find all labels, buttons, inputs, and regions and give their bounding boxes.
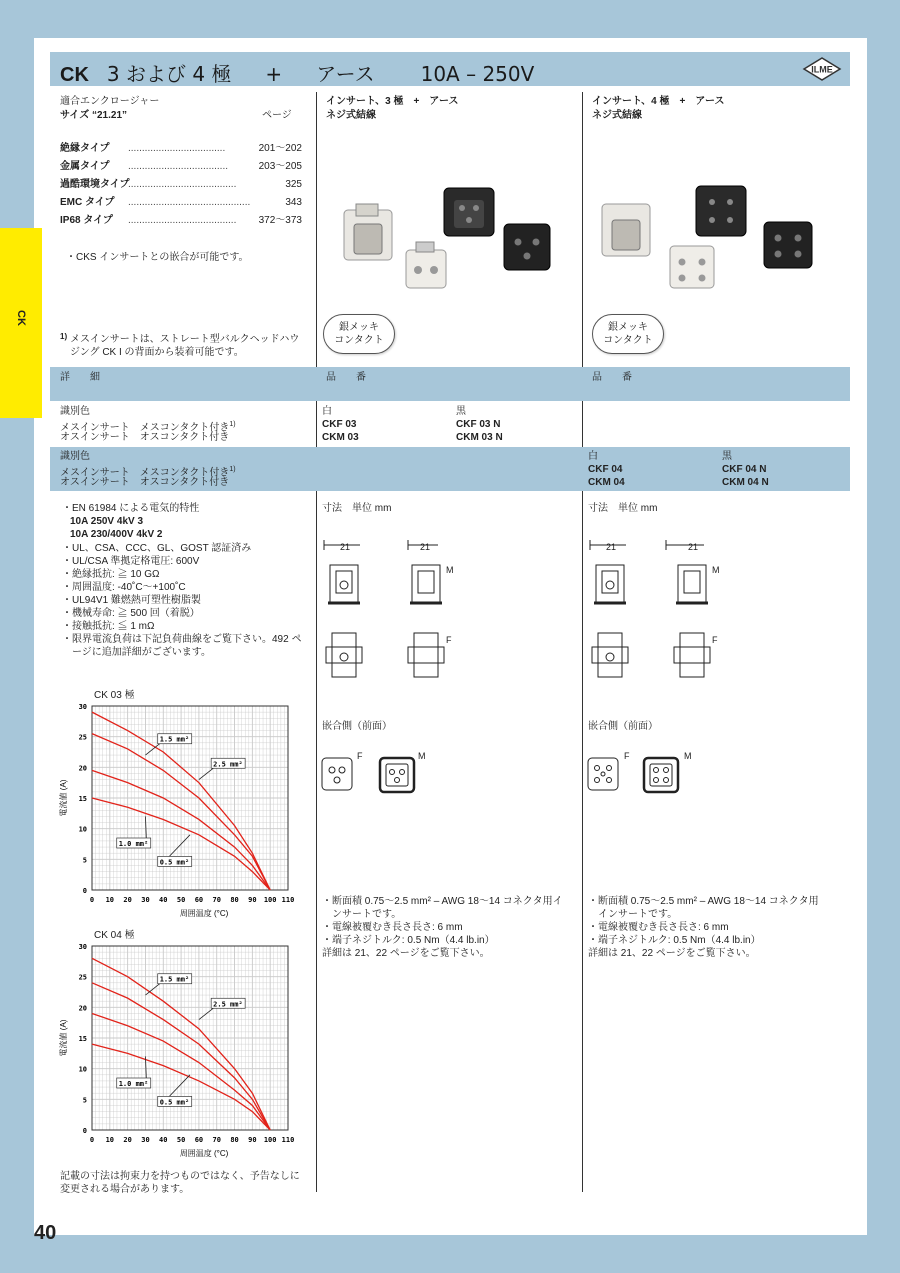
series-label: 2.5 mm² (213, 760, 243, 769)
badge-line: コンタクト (334, 335, 384, 346)
dimension-value: 21 (340, 542, 351, 552)
dimension-value: 21 (688, 542, 699, 552)
x-tick-label: 20 (123, 896, 132, 904)
black-insert-icon (444, 188, 494, 236)
column-divider (582, 92, 583, 1192)
female-marker: F (357, 751, 363, 761)
white-insert-icon (406, 242, 446, 288)
y-axis-label: 電流値 (A) (59, 1019, 68, 1057)
female-marker: F (624, 751, 630, 761)
silver-contact-badge (323, 314, 395, 354)
x-axis-label: 周囲温度 (°C) (179, 1149, 229, 1158)
enclosure-type-name: 絶縁タイプ (60, 143, 110, 154)
y-tick-label: 15 (78, 795, 87, 803)
product-image-3pole (326, 180, 566, 300)
enclosure-type-name: EMC タイプ (60, 197, 115, 208)
black-insert-icon (764, 222, 812, 268)
footnote-ref: 1) (229, 421, 236, 428)
y-tick-label: 15 (78, 1035, 87, 1043)
x-tick-label: 10 (105, 1136, 115, 1144)
black-insert-icon (696, 186, 746, 236)
page-label: ページ (262, 110, 292, 121)
part-number: CKF 03 (322, 419, 357, 430)
enclosure-type-name: 過酷環境タイプ (60, 179, 130, 190)
side-tab-label: CK (14, 310, 27, 326)
color-white: 白 (322, 406, 332, 417)
part-number-label: 品 番 (592, 372, 632, 383)
col3-subheading: ネジ式結線 (326, 110, 376, 121)
title-bar (50, 52, 850, 86)
leader-dots: ................................... (128, 143, 226, 154)
svg-text:ILME: ILME (811, 64, 833, 75)
dimension-value: 21 (606, 542, 617, 552)
leader-dots: ............................................ (128, 197, 251, 208)
note-line: ・電線被覆むき長さ長さ: 6 mm (588, 922, 729, 933)
x-tick-label: 0 (89, 896, 95, 904)
female-marker: F (712, 635, 718, 645)
rating-line: 10A 250V 4kV 3 (70, 516, 144, 527)
white-insert-icon (670, 246, 714, 288)
mating-face-3pole (320, 756, 420, 796)
x-tick-label: 110 (281, 896, 295, 904)
enclosure-type-pages: 325 (285, 179, 302, 190)
leader-dots: ....................................... (128, 179, 237, 190)
part-number: CKF 03 N (456, 419, 501, 430)
product-image-4pole (592, 180, 832, 300)
spec-item: ・UL94V1 難燃熱可塑性樹脂製 (62, 595, 201, 606)
dimension-drawing-4pole (586, 535, 716, 685)
dimension-value: 21 (420, 542, 431, 552)
male-insert-label: オスインサート オスコンタクト付き (60, 477, 230, 488)
detail-header-band (50, 367, 850, 401)
chart-title: CK 04 極 (94, 930, 135, 941)
female-insert-text: メスインサート メスコンタクト付き (60, 467, 230, 479)
disclaimer-line: 記載の寸法は拘束力を持つものではなく、予告なしに (60, 1171, 300, 1182)
x-tick-label: 10 (105, 896, 115, 904)
mating-face-4pole (586, 756, 686, 796)
title-code: CK (60, 64, 89, 86)
dimensions-label: 寸法 単位 mm (322, 503, 392, 514)
spec-item: ・機械寿命: ≧ 500 回（着脱） (62, 608, 200, 619)
silver-contact-badge (592, 314, 664, 354)
title-earth: アース (316, 62, 375, 86)
spec-item: ・UL、CSA、CCC、GL、GOST 認証済み (62, 543, 252, 554)
note-line: ・電線被覆むき長さ長さ: 6 mm (322, 922, 463, 933)
note-line: 詳細は 21、22 ページをご覧下さい。 (322, 948, 490, 959)
x-tick-label: 40 (159, 896, 168, 904)
y-tick-label: 30 (78, 943, 87, 951)
part-number-label: 品 番 (326, 372, 366, 383)
enclosure-type-pages: 343 (285, 197, 302, 208)
note-line: ンサートです。 (322, 909, 402, 920)
mating-side-label: 嵌合側（前面） (322, 721, 392, 732)
series-label: 0.5 mm² (159, 1098, 190, 1107)
x-tick-label: 30 (141, 896, 150, 904)
y-tick-label: 0 (82, 1127, 87, 1135)
detail-label: 詳 細 (60, 372, 100, 383)
x-tick-label: 70 (212, 896, 221, 904)
part-number: CKM 04 N (722, 477, 769, 488)
white-insert-icon (344, 204, 392, 260)
disclaimer-line: 変更される場合があります。 (60, 1184, 190, 1195)
x-tick-label: 100 (263, 1136, 277, 1144)
footnote-mark: 1) (60, 332, 68, 341)
spec-item: ・UL/CSA 準拠定格電圧: 600V (62, 556, 200, 567)
note-line: ・断面積 0.75～2.5 mm² – AWG 18～14 コネクタ用イ (322, 896, 563, 907)
id-color-label: 識別色 (60, 406, 90, 417)
part-number: CKM 04 (588, 477, 625, 488)
page-title (60, 58, 534, 87)
x-tick-label: 0 (89, 1136, 95, 1144)
dimensions-label: 寸法 単位 mm (588, 503, 658, 514)
title-poles: 3 および 4 極 (106, 62, 232, 86)
chart-title: CK 03 極 (94, 690, 135, 701)
enclosure-type-pages: 203～205 (258, 161, 302, 172)
color-white: 白 (588, 451, 598, 462)
spec-item: ・絶縁抵抗: ≧ 10 GΩ (62, 569, 160, 580)
x-tick-label: 50 (176, 896, 186, 904)
leader-dots: ....................................... (128, 215, 237, 226)
y-tick-label: 10 (78, 1065, 87, 1074)
part-number: CKM 03 N (456, 432, 503, 443)
series-label: 2.5 mm² (213, 1000, 243, 1009)
note-line: 詳細は 21、22 ページをご覧下さい。 (588, 948, 756, 959)
series-label: 0.5 mm² (159, 858, 190, 867)
y-tick-label: 25 (78, 733, 87, 742)
x-tick-label: 30 (141, 1136, 150, 1144)
enclosure-type-name: IP68 タイプ (60, 215, 113, 226)
enclosure-label: 適合エンクロージャー (60, 96, 160, 107)
y-tick-label: 20 (78, 1004, 87, 1013)
x-tick-label: 70 (212, 1136, 221, 1144)
x-tick-label: 90 (248, 1136, 257, 1144)
badge-line: コンタクト (603, 335, 653, 346)
male-marker: M (712, 565, 720, 575)
spec-item: ・周囲温度: -40˚C～+100˚C (62, 582, 186, 593)
black-insert-icon (504, 224, 550, 270)
male-marker: M (418, 751, 426, 761)
part-number: CKF 04 (588, 464, 623, 475)
ilme-logo (800, 56, 844, 82)
side-tab (0, 228, 42, 418)
x-tick-label: 110 (281, 1136, 295, 1144)
x-axis-label: 周囲温度 (°C) (179, 909, 229, 918)
column-divider (316, 92, 317, 1192)
footnote-ref: 1) (229, 466, 236, 473)
series-label: 1.5 mm² (159, 975, 190, 984)
x-tick-label: 60 (194, 1136, 204, 1144)
enclosure-type-pages: 201～202 (258, 143, 302, 154)
enclosure-type-pages: 372～373 (258, 215, 302, 226)
note-line: インサートです。 (588, 909, 678, 920)
white-insert-icon (602, 204, 650, 256)
spec-item: ・接触抵抗: ≦ 1 mΩ (62, 621, 155, 632)
spec-item: ・EN 61984 による電気的特性 (62, 503, 200, 514)
part-number: CKM 03 (322, 432, 359, 443)
color-black: 黒 (722, 451, 732, 462)
badge-line: 銀メッキ (339, 322, 379, 333)
spec-item: ージに追加詳細がございます。 (62, 647, 211, 658)
y-tick-label: 0 (82, 887, 87, 895)
series-label: 1.5 mm² (159, 735, 190, 744)
y-tick-label: 5 (82, 1096, 87, 1105)
x-tick-label: 40 (159, 1136, 168, 1144)
series-label: 1.0 mm² (118, 840, 149, 848)
series-label: 1.0 mm² (118, 1080, 149, 1088)
title-rating: 10A – 250V (420, 62, 535, 86)
female-insert-text: メスインサート メスコンタクト付き (60, 422, 230, 434)
x-tick-label: 60 (194, 896, 204, 904)
color-black: 黒 (456, 406, 466, 417)
male-marker: M (684, 751, 692, 761)
x-tick-label: 100 (263, 896, 277, 904)
col4-subheading: ネジ式結線 (592, 110, 642, 121)
female-marker: F (446, 635, 452, 645)
y-tick-label: 5 (82, 856, 87, 865)
y-tick-label: 25 (78, 973, 87, 982)
enclosure-type-name: 金属タイプ (60, 161, 110, 172)
derating-chart-3pole (60, 700, 300, 920)
y-axis-label: 電流値 (A) (59, 779, 68, 817)
leader-dots: .................................... (128, 161, 229, 172)
y-tick-label: 30 (78, 703, 87, 711)
rating-line: 10A 230/400V 4kV 2 (70, 529, 163, 540)
x-tick-label: 50 (176, 1136, 186, 1144)
male-insert-label: オスインサート オスコンタクト付き (60, 432, 230, 443)
x-tick-label: 20 (123, 1136, 132, 1144)
part-number: CKF 04 N (722, 464, 767, 475)
note-line: ・断面積 0.75～2.5 mm² – AWG 18～14 コネクタ用 (588, 896, 819, 907)
y-tick-label: 20 (78, 764, 87, 773)
col4-heading: インサート、4 極 + アース (592, 96, 725, 107)
spec-item: ・限界電流負荷は下記負荷曲線をご覧下さい。492 ペ (62, 634, 302, 645)
note-line: ・端子ネジトルク: 0.5 Nm（4.4 lb.in） (322, 935, 495, 946)
cks-note: ・CKS インサートとの嵌合が可能です。 (66, 252, 249, 263)
size-label: サイズ “21.21” (60, 110, 128, 121)
mating-side-label: 嵌合側（前面） (588, 721, 658, 732)
y-tick-label: 10 (78, 825, 87, 834)
page-number: 40 (34, 1222, 57, 1244)
badge-line: 銀メッキ (608, 322, 648, 333)
id-color-label: 識別色 (60, 451, 90, 462)
x-tick-label: 80 (230, 896, 239, 904)
footnote-line: メスインサートは、ストレート型バルクヘッドハウ (70, 334, 300, 345)
note-line: ・端子ネジトルク: 0.5 Nm（4.4 lb.in） (588, 935, 761, 946)
footnote-line: ジング CK I の背面から装着可能です。 (70, 347, 244, 358)
col3-heading: インサート、3 極 + アース (326, 96, 459, 107)
x-tick-label: 80 (230, 1136, 239, 1144)
x-tick-label: 90 (248, 896, 257, 904)
derating-chart-4pole (60, 940, 300, 1160)
dimension-drawing-3pole (320, 535, 450, 685)
male-marker: M (446, 565, 454, 575)
title-plus: + (265, 62, 283, 86)
